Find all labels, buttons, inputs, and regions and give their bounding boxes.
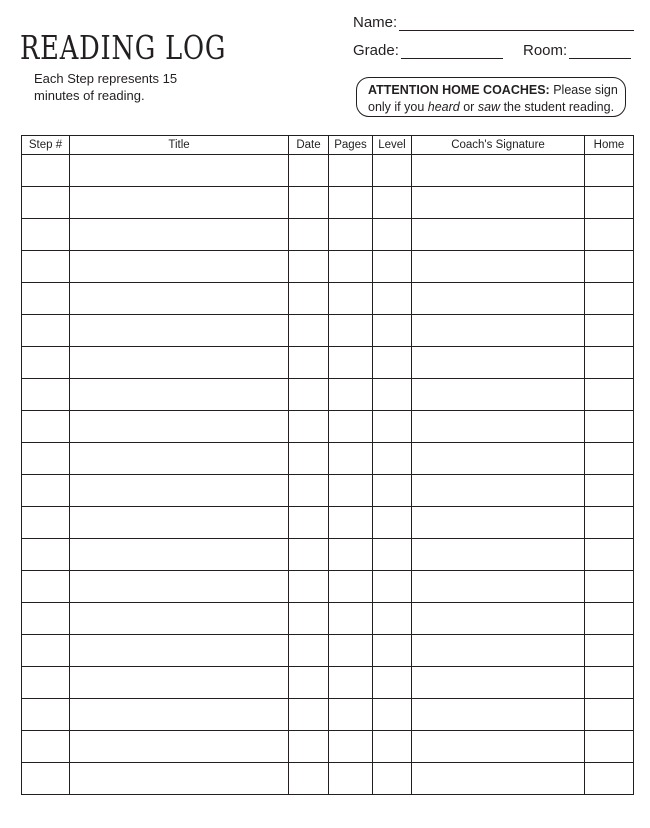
cell-home[interactable]: [585, 603, 634, 635]
column-header-title: Title: [70, 136, 289, 155]
cell-date[interactable]: [289, 475, 329, 507]
cell-home[interactable]: [585, 379, 634, 411]
cell-level[interactable]: [373, 219, 412, 251]
cell-home[interactable]: [585, 315, 634, 347]
cell-level[interactable]: [373, 507, 412, 539]
cell-date[interactable]: [289, 699, 329, 731]
cell-date[interactable]: [289, 507, 329, 539]
cell-step[interactable]: [22, 603, 70, 635]
cell-step[interactable]: [22, 475, 70, 507]
table-row: [22, 187, 634, 219]
cell-coach-signature[interactable]: [412, 507, 585, 539]
cell-title[interactable]: [70, 571, 289, 603]
cell-step[interactable]: [22, 155, 70, 187]
cell-coach-signature[interactable]: [412, 219, 585, 251]
cell-date[interactable]: [289, 251, 329, 283]
cell-home[interactable]: [585, 667, 634, 699]
table-row: [22, 475, 634, 507]
cell-home[interactable]: [585, 283, 634, 315]
cell-date[interactable]: [289, 539, 329, 571]
cell-step[interactable]: [22, 187, 70, 219]
cell-step[interactable]: [22, 507, 70, 539]
cell-pages[interactable]: [329, 475, 373, 507]
notice-heading: ATTENTION HOME COACHES:: [368, 83, 550, 97]
reading-log-table: [21, 135, 634, 795]
cell-date[interactable]: [289, 443, 329, 475]
column-header-home: Home: [585, 136, 634, 155]
table-header-row: [22, 136, 634, 155]
cell-coach-signature[interactable]: [412, 635, 585, 667]
cell-coach-signature[interactable]: [412, 763, 585, 795]
cell-level[interactable]: [373, 699, 412, 731]
cell-level[interactable]: [373, 411, 412, 443]
cell-pages[interactable]: [329, 539, 373, 571]
cell-title[interactable]: [70, 443, 289, 475]
cell-date[interactable]: [289, 411, 329, 443]
cell-pages[interactable]: [329, 571, 373, 603]
cell-title[interactable]: [70, 635, 289, 667]
cell-date[interactable]: [289, 315, 329, 347]
cell-coach-signature[interactable]: [412, 251, 585, 283]
cell-title[interactable]: [70, 315, 289, 347]
cell-coach-signature[interactable]: [412, 603, 585, 635]
cell-pages[interactable]: [329, 219, 373, 251]
table-row: [22, 507, 634, 539]
cell-coach-signature[interactable]: [412, 731, 585, 763]
cell-title[interactable]: [70, 539, 289, 571]
cell-step[interactable]: [22, 731, 70, 763]
cell-pages[interactable]: [329, 283, 373, 315]
room-line[interactable]: [569, 42, 631, 59]
table-row: [22, 219, 634, 251]
room-label: Room:: [523, 42, 568, 59]
cell-step[interactable]: [22, 571, 70, 603]
column-header-step: Step #: [22, 136, 70, 155]
cell-coach-signature[interactable]: [412, 315, 585, 347]
cell-title[interactable]: [70, 155, 289, 187]
cell-home[interactable]: [585, 731, 634, 763]
cell-title[interactable]: [70, 379, 289, 411]
cell-date[interactable]: [289, 667, 329, 699]
cell-pages[interactable]: [329, 315, 373, 347]
cell-coach-signature[interactable]: [412, 411, 585, 443]
cell-pages[interactable]: [329, 603, 373, 635]
notice-text-3: or: [463, 100, 475, 114]
table-row: [22, 443, 634, 475]
grade-field[interactable]: [353, 42, 503, 59]
cell-coach-signature[interactable]: [412, 283, 585, 315]
grade-label: Grade:: [353, 42, 399, 59]
name-line[interactable]: [399, 14, 634, 31]
cell-coach-signature[interactable]: [412, 155, 585, 187]
name-label: Name:: [353, 14, 398, 31]
cell-step[interactable]: [22, 699, 70, 731]
cell-home[interactable]: [585, 347, 634, 379]
cell-date[interactable]: [289, 187, 329, 219]
cell-date[interactable]: [289, 283, 329, 315]
table-row: [22, 571, 634, 603]
cell-pages[interactable]: [329, 155, 373, 187]
name-field[interactable]: [353, 14, 634, 31]
cell-date[interactable]: [289, 603, 329, 635]
cell-step[interactable]: [22, 411, 70, 443]
cell-pages[interactable]: [329, 443, 373, 475]
table-row: [22, 251, 634, 283]
column-header-coach-signature: Coach's Signature: [412, 136, 585, 155]
cell-coach-signature[interactable]: [412, 347, 585, 379]
cell-step[interactable]: [22, 379, 70, 411]
notice-text-2: only if you: [368, 100, 425, 114]
table-row: [22, 667, 634, 699]
cell-level[interactable]: [373, 539, 412, 571]
cell-level[interactable]: [373, 379, 412, 411]
cell-step[interactable]: [22, 635, 70, 667]
cell-coach-signature[interactable]: [412, 571, 585, 603]
cell-level[interactable]: [373, 475, 412, 507]
cell-level[interactable]: [373, 251, 412, 283]
cell-coach-signature[interactable]: [412, 443, 585, 475]
cell-level[interactable]: [373, 187, 412, 219]
cell-step[interactable]: [22, 763, 70, 795]
grade-line[interactable]: [401, 42, 503, 59]
cell-pages[interactable]: [329, 411, 373, 443]
cell-coach-signature[interactable]: [412, 667, 585, 699]
room-field[interactable]: [523, 42, 631, 59]
cell-level[interactable]: [373, 283, 412, 315]
notice-text-1: Please sign: [553, 83, 618, 97]
notice-emphasis-heard: heard: [427, 100, 460, 114]
cell-level[interactable]: [373, 603, 412, 635]
cell-title[interactable]: [70, 251, 289, 283]
cell-date[interactable]: [289, 379, 329, 411]
cell-home[interactable]: [585, 507, 634, 539]
cell-date[interactable]: [289, 763, 329, 795]
cell-title[interactable]: [70, 219, 289, 251]
cell-level[interactable]: [373, 667, 412, 699]
cell-step[interactable]: [22, 283, 70, 315]
cell-date[interactable]: [289, 219, 329, 251]
cell-pages[interactable]: [329, 507, 373, 539]
cell-step[interactable]: [22, 219, 70, 251]
cell-coach-signature[interactable]: [412, 187, 585, 219]
cell-level[interactable]: [373, 635, 412, 667]
cell-home[interactable]: [585, 219, 634, 251]
cell-pages[interactable]: [329, 763, 373, 795]
cell-title[interactable]: [70, 667, 289, 699]
table-body: [22, 155, 634, 795]
cell-title[interactable]: [70, 603, 289, 635]
cell-home[interactable]: [585, 411, 634, 443]
cell-title[interactable]: [70, 763, 289, 795]
cell-title[interactable]: [70, 475, 289, 507]
cell-home[interactable]: [585, 539, 634, 571]
cell-step[interactable]: [22, 315, 70, 347]
cell-level[interactable]: [373, 763, 412, 795]
cell-title[interactable]: [70, 347, 289, 379]
table-row: [22, 539, 634, 571]
subtitle: Each Step represents 15 minutes of reading.: [34, 71, 178, 103]
cell-title[interactable]: [70, 507, 289, 539]
table-row: [22, 379, 634, 411]
cell-step[interactable]: [22, 251, 70, 283]
column-header-date: Date: [289, 136, 329, 155]
cell-step[interactable]: [22, 347, 70, 379]
cell-step[interactable]: [22, 667, 70, 699]
page-title: READING LOG: [20, 28, 227, 67]
notice-text-4: the student reading.: [503, 100, 615, 114]
cell-step[interactable]: [22, 539, 70, 571]
cell-title[interactable]: [70, 731, 289, 763]
cell-home[interactable]: [585, 763, 634, 795]
cell-title[interactable]: [70, 187, 289, 219]
cell-coach-signature[interactable]: [412, 379, 585, 411]
table-row: [22, 635, 634, 667]
cell-level[interactable]: [373, 443, 412, 475]
cell-coach-signature[interactable]: [412, 539, 585, 571]
column-header-level: Level: [373, 136, 412, 155]
cell-date[interactable]: [289, 347, 329, 379]
table-row: [22, 411, 634, 443]
cell-pages[interactable]: [329, 379, 373, 411]
table-row: [22, 283, 634, 315]
cell-level[interactable]: [373, 347, 412, 379]
cell-coach-signature[interactable]: [412, 475, 585, 507]
table-row: [22, 603, 634, 635]
cell-date[interactable]: [289, 635, 329, 667]
cell-level[interactable]: [373, 731, 412, 763]
notice-emphasis-saw: saw: [477, 100, 501, 114]
table-row: [22, 155, 634, 187]
cell-level[interactable]: [373, 155, 412, 187]
cell-home[interactable]: [585, 155, 634, 187]
cell-title[interactable]: [70, 411, 289, 443]
cell-pages[interactable]: [329, 251, 373, 283]
cell-level[interactable]: [373, 315, 412, 347]
table-row: [22, 699, 634, 731]
cell-date[interactable]: [289, 155, 329, 187]
table-row: [22, 731, 634, 763]
cell-level[interactable]: [373, 571, 412, 603]
cell-pages[interactable]: [329, 635, 373, 667]
cell-title[interactable]: [70, 699, 289, 731]
column-header-pages: Pages: [329, 136, 373, 155]
home-coach-notice: [356, 77, 626, 117]
cell-home[interactable]: [585, 699, 634, 731]
cell-pages[interactable]: [329, 699, 373, 731]
cell-home[interactable]: [585, 443, 634, 475]
cell-home[interactable]: [585, 187, 634, 219]
table-row: [22, 347, 634, 379]
cell-title[interactable]: [70, 283, 289, 315]
cell-step[interactable]: [22, 443, 70, 475]
cell-pages[interactable]: [329, 667, 373, 699]
cell-home[interactable]: [585, 475, 634, 507]
cell-pages[interactable]: [329, 347, 373, 379]
table-row: [22, 315, 634, 347]
cell-home[interactable]: [585, 571, 634, 603]
cell-date[interactable]: [289, 731, 329, 763]
cell-home[interactable]: [585, 635, 634, 667]
cell-pages[interactable]: [329, 187, 373, 219]
cell-pages[interactable]: [329, 731, 373, 763]
cell-coach-signature[interactable]: [412, 699, 585, 731]
table-row: [22, 763, 634, 795]
cell-home[interactable]: [585, 251, 634, 283]
cell-date[interactable]: [289, 571, 329, 603]
